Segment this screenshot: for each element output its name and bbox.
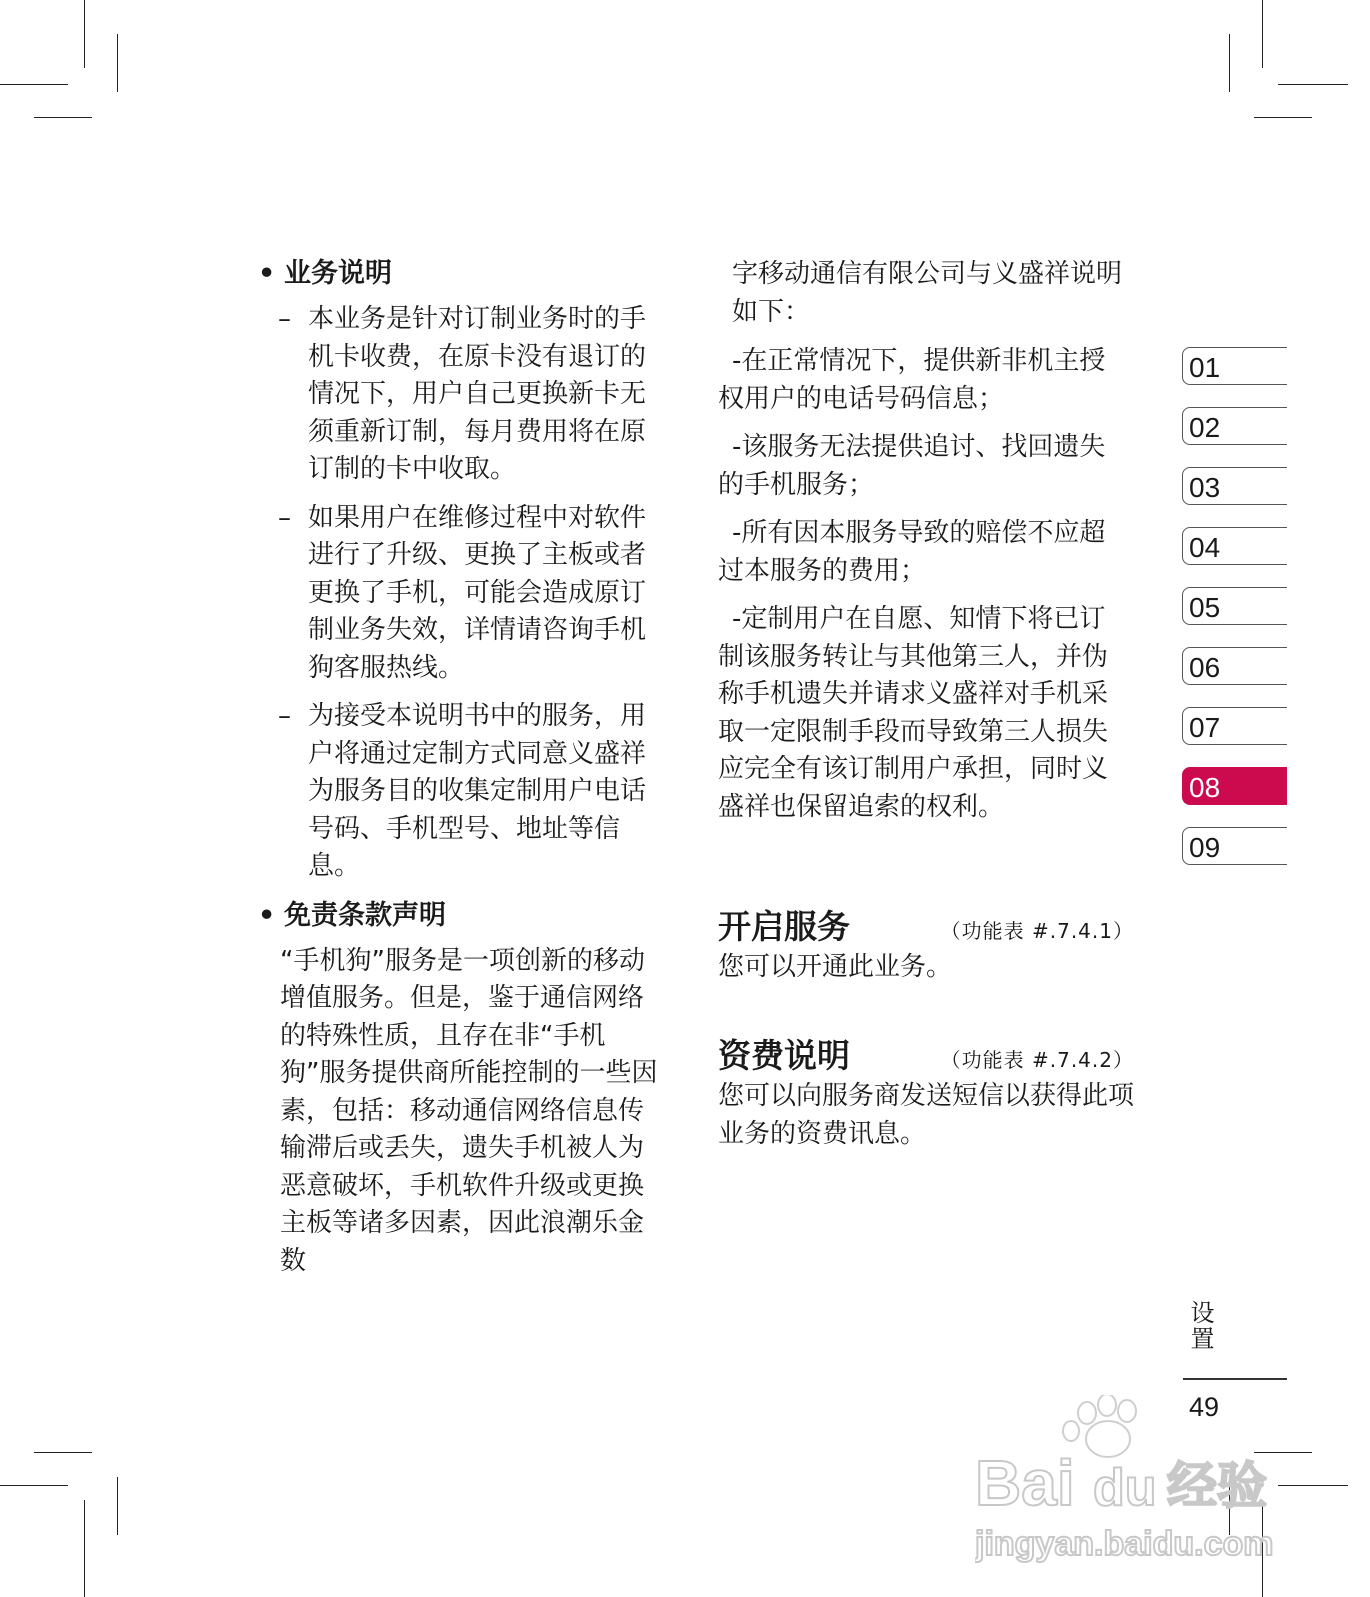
- crop-mark: [117, 1477, 118, 1535]
- chapter-tab-03[interactable]: 03: [1182, 467, 1287, 505]
- chapter-tabs: [1182, 347, 1287, 887]
- list-item: [258, 500, 658, 688]
- section-heading: [258, 255, 658, 293]
- list-item-text: -定制用户在自愿、知情下将已订制该服务转让与其他第三人，并伪称手机遗失并请求义盛祥对手机采取一定限制手段而导致第三人损失应完全有该订制用户承担，同时义盛祥也保留追索的权利。: [718, 604, 1109, 822]
- menu-reference: （功能表 #.7.4.2）: [940, 1048, 1134, 1072]
- chapter-tab-02[interactable]: 02: [1182, 407, 1287, 445]
- bullet-icon: •: [258, 258, 276, 289]
- watermark-brand2: du: [1093, 1459, 1157, 1517]
- chapter-side-label: 设置: [1186, 1300, 1214, 1352]
- list-item-text: 本业务是针对订制业务时的手机卡收费，在原卡没有退订的情况下，用户自己更换新卡无须重新订制，每月费用将在原订制的卡中收取。: [308, 304, 647, 484]
- bullet-icon: •: [258, 899, 276, 931]
- chapter-tab-04[interactable]: 04: [1182, 527, 1287, 565]
- chapter-tab-05[interactable]: 05: [1182, 587, 1287, 625]
- fee-section: [718, 1034, 1138, 1153]
- chapter-tab-01[interactable]: 01: [1182, 347, 1287, 385]
- crop-mark: [0, 84, 68, 85]
- crop-mark: [84, 0, 85, 68]
- list-item: [258, 698, 658, 886]
- list-item: [718, 429, 1128, 504]
- dash-icon: –: [278, 701, 291, 731]
- watermark-url: jingyan.baidu.com: [975, 1525, 1274, 1563]
- section-title: 业务说明: [284, 258, 392, 289]
- section-text: 您可以向服务商发送短信以获得此项业务的资费讯息。: [718, 1081, 1135, 1149]
- chapter-tab-06[interactable]: 06: [1182, 647, 1287, 685]
- crop-mark: [34, 1452, 92, 1453]
- crop-mark: [1278, 84, 1348, 85]
- dash-icon: –: [278, 502, 291, 533]
- list-item-text: 如果用户在维修过程中对软件进行了升级、更换了主板或者更换了手机，可能会造成原订制业务失效，详情请咨询手机狗客服热线。: [308, 502, 647, 683]
- section-title: 资费说明: [718, 1036, 850, 1075]
- right-column: [718, 256, 1128, 837]
- chapter-tab-07[interactable]: 07: [1182, 707, 1287, 745]
- list-item-text: -该服务无法提供追讨、找回遗失的手机服务；: [718, 432, 1106, 500]
- crop-mark: [34, 117, 92, 118]
- list-item-text: 为接受本说明书中的服务，用户将通过定制方式同意义盛祥为服务目的收集定制用户电话号码、手机型号、地址等信息。: [308, 701, 647, 881]
- crop-mark: [117, 34, 118, 92]
- chapter-tab-09[interactable]: 09: [1182, 827, 1287, 865]
- list-item: [718, 343, 1128, 418]
- list-item-text: -在正常情况下，提供新非机主授权用户的电话号码信息；: [718, 346, 1106, 414]
- chapter-tab-08[interactable]: 08: [1182, 767, 1287, 805]
- watermark-suffix: 经验: [1167, 1458, 1267, 1514]
- page-number: 49: [1189, 1392, 1220, 1422]
- section-title: 开启服务: [718, 907, 850, 946]
- section-title: 免责条款声明: [284, 899, 446, 931]
- crop-mark: [84, 1500, 85, 1597]
- baidu-watermark-logo: [975, 1395, 1295, 1565]
- disclaimer-text: “手机狗”服务是一项创新的移动增值服务。但是，鉴于通信网络的特殊性质，且存在非“手机狗”服务提供商所能控制的一些因素，包括：移动通信网络信息传输滞后或丢失，遗失手机被人为恶意破坏，手机软件升级或更换主板等诸多因素，因此浪潮乐金数: [280, 945, 658, 1276]
- crop-mark: [1262, 0, 1263, 68]
- crop-mark: [0, 1485, 68, 1486]
- crop-mark: [1254, 117, 1312, 118]
- open-service-section: [718, 905, 1138, 987]
- dash-icon: –: [278, 304, 291, 334]
- divider: [1183, 1378, 1287, 1380]
- section-heading: [258, 897, 658, 935]
- list-item-text: -所有因本服务导致的赔偿不应超过本服务的费用；: [718, 518, 1106, 586]
- menu-reference: （功能表 #.7.4.1）: [940, 919, 1134, 943]
- list-item: [718, 601, 1128, 826]
- list-item: [718, 515, 1128, 590]
- watermark-brand: Bai: [975, 1447, 1075, 1519]
- list-item: [258, 301, 658, 489]
- left-column: [258, 255, 658, 1280]
- intro-text: 字移动通信有限公司与义盛祥说明如下：: [732, 259, 1123, 327]
- crop-mark: [1229, 34, 1230, 92]
- section-text: 您可以开通此业务。: [718, 952, 953, 982]
